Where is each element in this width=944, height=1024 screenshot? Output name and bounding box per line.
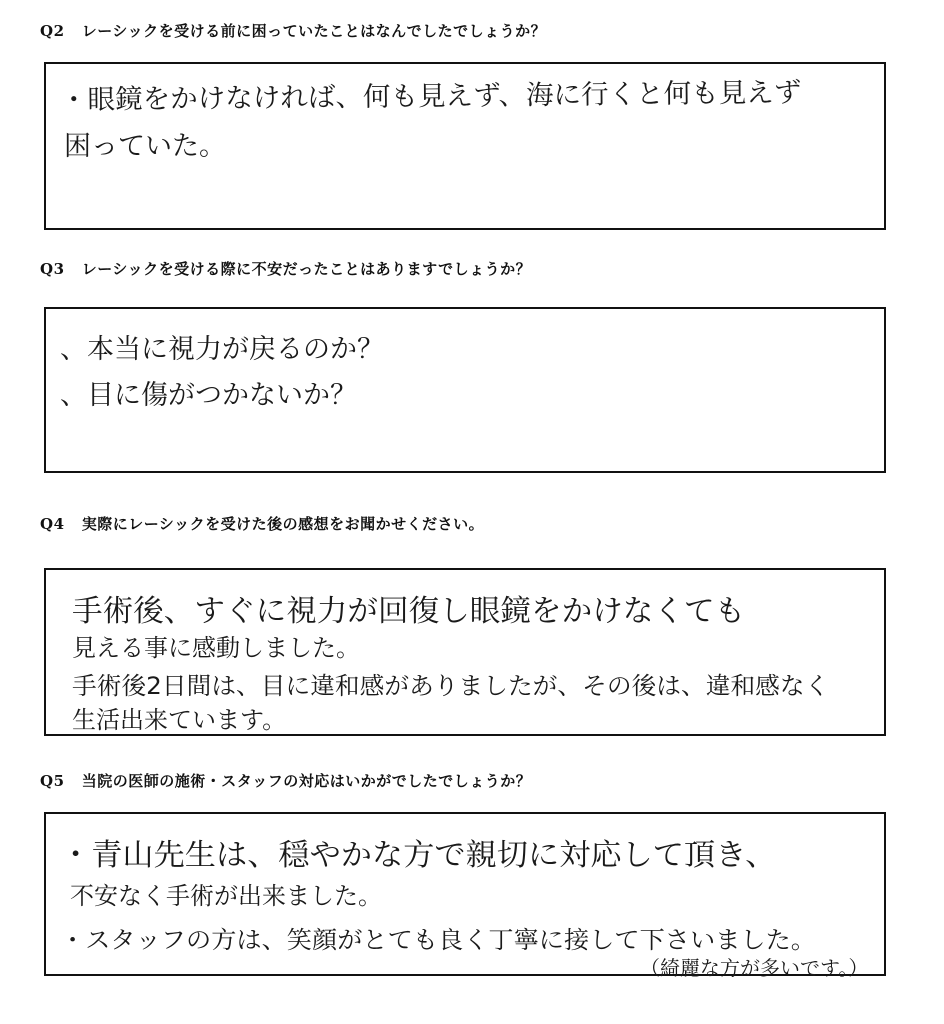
answer-line: ・青山先生は、穏やかな方で親切に対応して頂き、 xyxy=(60,838,777,873)
answer-line: 手術後、すぐに視力が回復し眼鏡をかけなくても xyxy=(72,594,746,629)
answer-line: 、目に傷がつかないか？ xyxy=(60,380,357,411)
answer-line: 不安なく手術が出来ました。 xyxy=(70,882,382,910)
answer-line: 生活出来ています。 xyxy=(72,706,287,734)
question-q4 xyxy=(40,513,484,534)
question-q2 xyxy=(40,20,546,41)
answer-line: ・スタッフの方は、笑顔がとても良く丁寧に接して下さいました。 xyxy=(60,926,816,954)
question-number: Q4 xyxy=(40,515,65,533)
question-number: Q5 xyxy=(40,772,65,790)
answer-box-q2 xyxy=(44,62,886,230)
answer-line: 、本当に視力が戻るのか？ xyxy=(60,334,384,365)
question-q5 xyxy=(40,770,531,791)
question-text: 実際にレーシックを受けた後の感想をお聞かせください。 xyxy=(81,515,485,533)
answer-note: （綺麗な方が多いです。） xyxy=(640,956,869,980)
answer-box-q4 xyxy=(44,568,886,736)
question-q3 xyxy=(40,258,531,279)
answer-line: ・眼鏡をかけなければ、何も見えず、海に行くと何も見えず xyxy=(59,77,802,116)
question-text: レーシックを受ける前に困っていたことはなんでしたでしょうか？ xyxy=(81,22,547,40)
answer-box-q5 xyxy=(44,812,886,980)
question-number: Q2 xyxy=(40,22,65,40)
answer-line: 困っていた。 xyxy=(64,131,226,162)
question-number: Q3 xyxy=(40,260,65,278)
answer-box-q3 xyxy=(44,307,886,473)
answer-line: 見える事に感動しました。 xyxy=(72,634,360,662)
question-text: レーシックを受ける際に不安だったことはありますでしょうか？ xyxy=(81,260,532,278)
question-text: 当院の医師の施術・スタッフの対応はいかがでしたでしょうか？ xyxy=(81,772,532,790)
answer-line: 手術後2日間は、目に違和感がありましたが、その後は、違和感なく xyxy=(72,672,830,700)
